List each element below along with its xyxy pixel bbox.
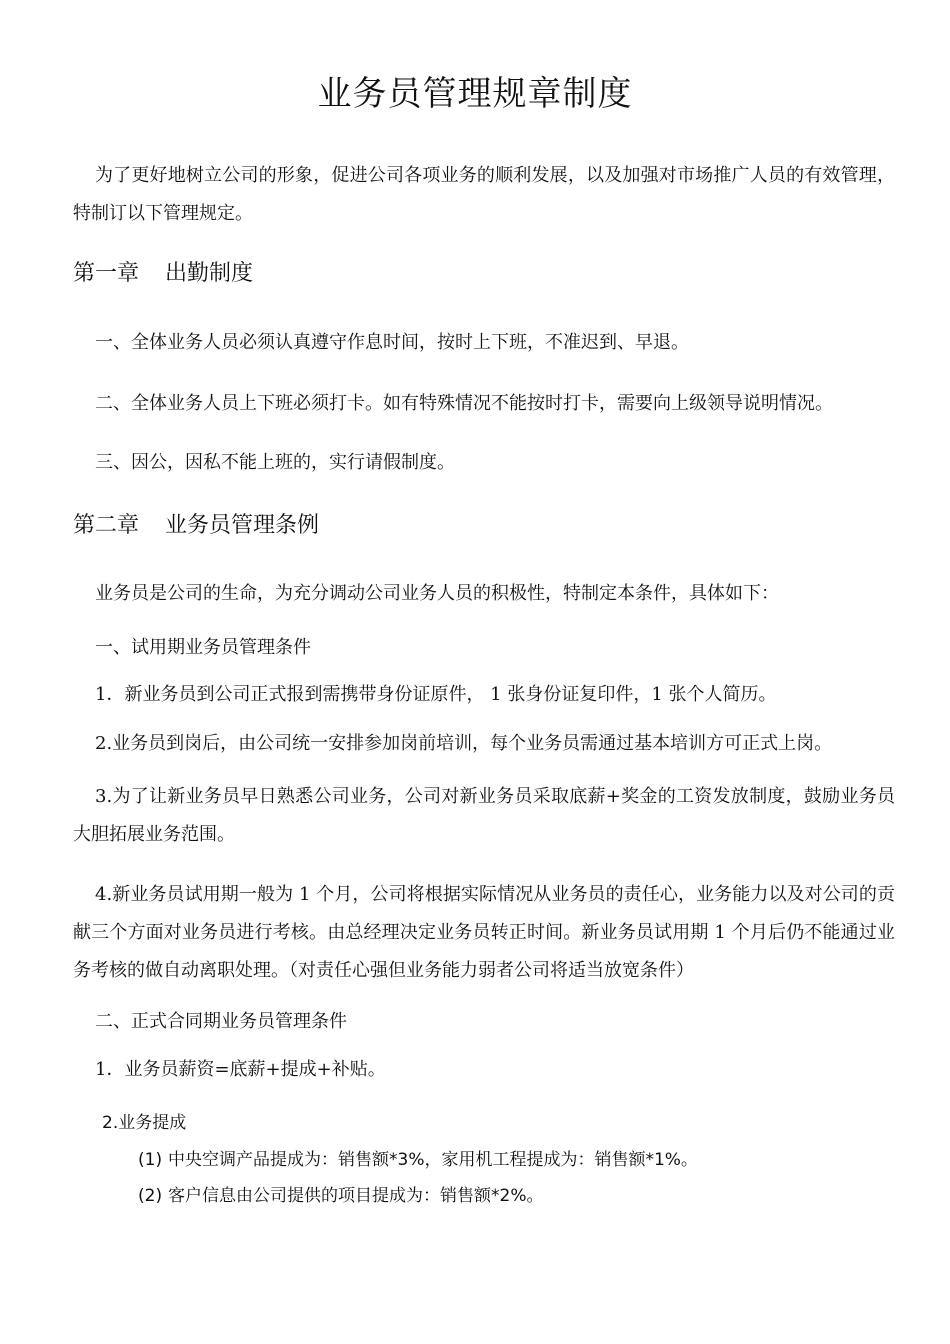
attendance-rule-3: 三、因公，因私不能上班的，实行请假制度。 <box>95 452 455 473</box>
contract-rule-1: 1．业务员薪资=底薪+提成+补贴。 <box>95 1059 386 1080</box>
contract-section-heading: 二、正式合同期业务员管理条件 <box>95 1011 347 1032</box>
chapter-1-number: 第一章 <box>73 261 140 286</box>
document-title: 业务员管理规章制度 <box>317 74 633 114</box>
chapter-2-name: 业务员管理条例 <box>165 513 320 538</box>
probation-section-heading: 一、试用期业务员管理条件 <box>95 637 311 658</box>
chapter-2-number: 第二章 <box>73 513 140 538</box>
chapter-2-lead: 业务员是公司的生命，为充分调动公司业务人员的积极性，特制定本条件，具体如下： <box>95 583 779 604</box>
intro-paragraph: 为了更好地树立公司的形象，促进公司各项业务的顺利发展，以及加强对市场推广人员的有效管理，特制订以下管理规定。 <box>73 165 895 224</box>
commission-item-2-number: (2) <box>138 1186 163 1206</box>
attendance-rule-1: 一、全体业务人员必须认真遵守作息时间，按时上下班，不准迟到、早退。 <box>95 332 689 353</box>
commission-item-2-text: 客户信息由公司提供的项目提成为：销售额*2%。 <box>168 1186 544 1206</box>
probation-rule-4: 4.新业务员试用期一般为 1 个月，公司将根据实际情况从业务员的责任心，业务能力以及对公司的贡献三个方面对业务员进行考核。由总经理决定业务员转正时间。新业务员试用期 1 个月后仍不能通过业务考核的做自动离职处理。（对责任心强但业务能力弱者公司将适当放宽条件） <box>73 884 895 981</box>
contract-rule-2: 2.业务提成 <box>102 1113 187 1133</box>
probation-rule-1: 1．新业务员到公司正式报到需携带身份证原件， 1 张身份证复印件，1 张个人简历。 <box>95 684 777 705</box>
commission-item-1-text: 中央空调产品提成为：销售额*3%，家用机工程提成为：销售额*1%。 <box>168 1150 698 1170</box>
commission-item-1-number: (1) <box>138 1150 163 1170</box>
probation-rule-2: 2.业务员到岗后，由公司统一安排参加岗前培训，每个业务员需通过基本培训方可正式上岗。 <box>95 733 833 754</box>
attendance-rule-2: 二、全体业务人员上下班必须打卡。如有特殊情况不能按时打卡，需要向上级领导说明情况。 <box>95 393 833 414</box>
chapter-2-heading <box>73 510 319 542</box>
probation-rule-3: 3.为了让新业务员早日熟悉公司业务，公司对新业务员采取底薪+奖金的工资发放制度，鼓励业务员大胆拓展业务范围。 <box>73 786 895 845</box>
commission-item-1 <box>138 1146 698 1174</box>
chapter-1-name: 出勤制度 <box>165 261 254 286</box>
commission-item-2 <box>138 1182 543 1210</box>
chapter-1-heading <box>73 258 253 290</box>
